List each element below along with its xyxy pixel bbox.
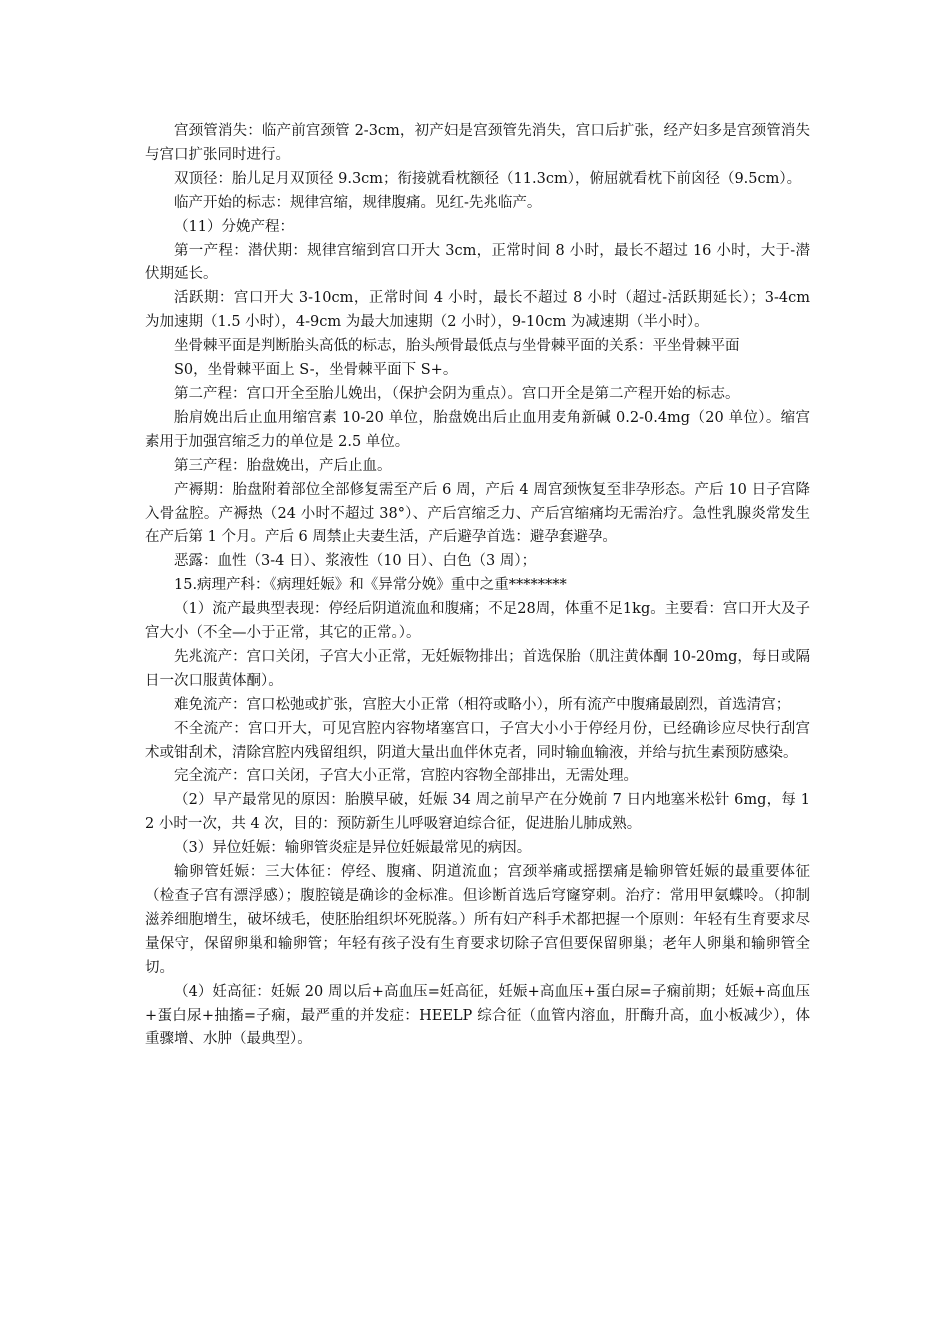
paragraph-second-stage: 第二产程：宫口开全至胎儿娩出，（保护会阴为重点）。宫口开全是第二产程开始的标志。: [174, 385, 740, 402]
paragraph-threatened-abortion: 先兆流产：宫口关闭，子宫大小正常，无妊娠物排出；首选保胎（肌注黄体酮 10-20mg，每日或隔日一次口服黄体酮）。: [145, 648, 810, 689]
paragraph-active-phase: 活跃期：宫口开大 3-10cm，正常时间 4 小时，最长不超过 8 小时（超过-活跃期延长）；3-4cm 为加速期（1.5 小时），4-9cm 为最大加速期（2 小时），9-10cm 为减速期（半小时）。: [145, 290, 815, 331]
heading-pathological-obstetrics: 15.病理产科：《病理妊娠》和《异常分娩》重中之重********: [174, 577, 567, 594]
paragraph-inevitable-abortion: 难免流产：宫口松弛或扩张，宫腔大小正常（相符或略小），所有流产中腹痛最剧烈，首选清宫；: [174, 696, 791, 713]
paragraph-incomplete-abortion: 不全流产：宫口开大，可见宫腔内容物堵塞宫口，子宫大小小于停经月份，已经确诊应尽快行刮宫术或钳刮术，清除宫腔内残留组织，阴道大量出血伴休克者，同时输血输液，并给与抗生素预防感染。: [145, 720, 810, 761]
heading-labor-stages: （11）分娩产程：: [174, 218, 294, 235]
paragraph-lochia: 恶露：血性（3-4 日）、浆液性（10 日）、白色（3 周）；: [174, 553, 537, 570]
paragraph-ectopic-pregnancy: （3）异位妊娠：输卵管炎症是异位妊娠最常见的病因。: [174, 840, 532, 857]
paragraph-complete-abortion: 完全流产：宫口关闭，子宫大小正常，宫腔内容物全部排出，无需处理。: [174, 768, 638, 785]
paragraph-cervical-effacement: 宫颈管消失：临产前宫颈管 2-3cm，初产妇是宫颈管先消失，宫口后扩张，经产妇多是宫颈管消失与宫口扩张同时进行。: [145, 123, 810, 163]
paragraph-tubal-pregnancy: 输卵管妊娠：三大体征：停经、腹痛、阴道流血；宫颈举痛或摇摆痛是输卵管妊娠的最重要体征（检查子宫有漂浮感）；腹腔镜是确诊的金标准。但诊断首选后穹窿穿刺。治疗：常用甲氨蝶呤。（抑制滋养细胞增生，破坏绒毛，使胚胎组织坏死脱落。）所有妇产科手术都把握一个原则：年轻有生育要求尽量保守，保留卵巢和输卵管；年轻有孩子没有生育要求切除子宫但要保留卵巢；老年人卵巢和输卵管全切。: [145, 864, 810, 976]
paragraph-pregnancy-hypertension: （4）妊高征：妊娠 20 周以后+高血压=妊高征，妊娠+高血压+蛋白尿=子痫前期；妊娠+高血压+蛋白尿+抽搐=子痫，最严重的并发症：HEELP 综合征（血管内溶血，肝酶升高，血小板减少），体重骤增、水肿（最典型）。: [145, 983, 810, 1048]
paragraph-biparietal-diameter: 双顶径：胎儿足月双顶径 9.3cm；衔接就看枕额径（11.3cm），俯屈就看枕下前囟径（9.5cm）。: [174, 170, 802, 187]
paragraph-ischial-spine: 坐骨棘平面是判断胎头高低的标志，胎头颅骨最低点与坐骨棘平面的关系：平坐骨棘平面: [174, 338, 740, 355]
paragraph-puerperium: 产褥期：胎盘附着部位全部修复需至产后 6 周，产后 4 周宫颈恢复至非孕形态。产后 10 日子宫降入骨盆腔。产褥热（24 小时不超过 38°）、产后宫缩乏力、产后宫缩痛均无需治疗。急性乳腺炎常发生在产后第 1 个月。产后 6 周禁止夫妻生活，产后避孕首选：避孕套避孕。: [145, 481, 810, 546]
paragraph-oxytocin: 胎肩娩出后止血用缩宫素 10-20 单位，胎盘娩出后止血用麦角新碱 0.2-0.4mg（20 单位）。缩宫素用于加强宫缩乏力的单位是 2.5 单位。: [145, 409, 810, 450]
paragraph-abortion: （1）流产最典型表现：停经后阴道流血和腹痛；不足28周，体重不足1kg。主要看：宫口开大及子宫大小（不全—小于正常，其它的正常。）。: [145, 601, 810, 642]
paragraph-station-notation: S0，坐骨棘平面上 S-，坐骨棘平面下 S+。: [174, 362, 458, 379]
paragraph-preterm-birth: （2）早产最常见的原因：胎膜早破，妊娠 34 周之前早产在分娩前 7 日内地塞米松针 6mg，每 12 小时一次，共 4 次，目的：预防新生儿呼吸窘迫综合征，促进胎儿肺成熟。: [145, 792, 810, 833]
paragraph-third-stage: 第三产程：胎盘娩出，产后止血。: [174, 457, 392, 474]
paragraph-labor-onset: 临产开始的标志：规律宫缩，规律腹痛。见红-先兆临产。: [174, 194, 542, 211]
paragraph-first-stage-latent: 第一产程：潜伏期：规律宫缩到宫口开大 3cm，正常时间 8 小时，最长不超过 16 小时，大于-潜伏期延长。: [145, 242, 810, 283]
document-body: [145, 120, 815, 1052]
